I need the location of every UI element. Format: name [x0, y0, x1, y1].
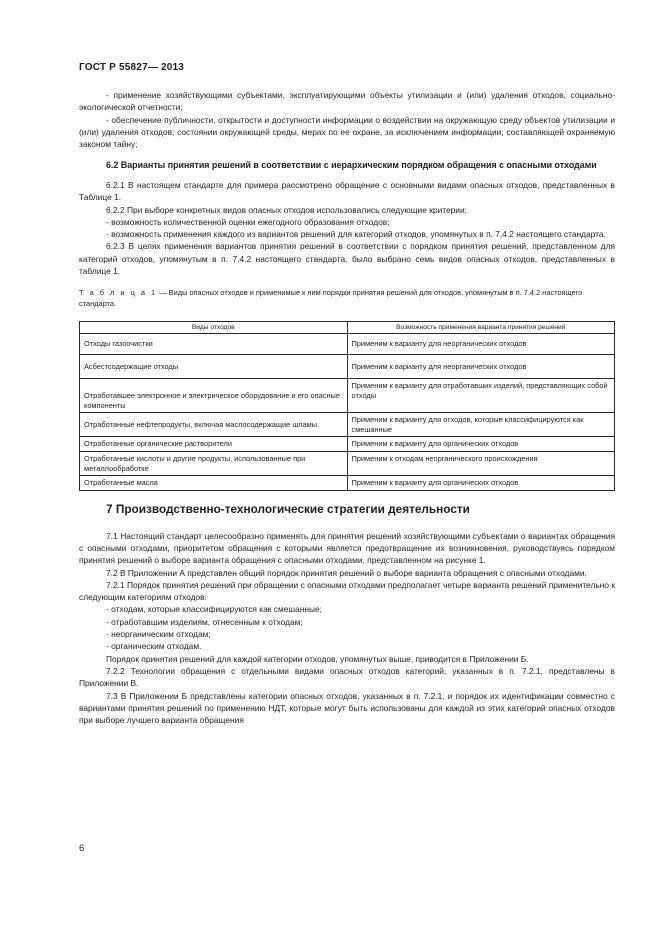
- table-cell: Отходы газоочистки: [80, 334, 348, 355]
- table-caption: [79, 288, 615, 309]
- column-header-waste-types: Виды отходов: [80, 321, 348, 334]
- waste-types-table: [79, 321, 615, 491]
- table-header-row: [80, 321, 615, 334]
- paragraph: 7.2 В Приложении А представлен общий порядок принятия решений о выборе варианта обращения с опасными отходами.: [106, 567, 587, 578]
- table-cell: Отработанные нефтепродукты, включая маслосодержащие шламы: [80, 413, 348, 437]
- paragraph: 7.3 В Приложении Б представлены категории опасных отходов, указанных в п. 7.2.1, и порядок их идентификации совместно с вариантами принятия решений по применению НДТ, которые могут быть использованы для каждой из этих категорий опасных отходов при выборе лучшего варианта обращения: [79, 690, 615, 726]
- table-cell: Отработанные масла: [80, 476, 348, 491]
- paragraph: - обеспечение публичности, открытости и доступности информации о воздействии на окружающую среду объектов утилизации и (или) удаления отходов; состоянии окружающей среды, мерах по ее охране, за исключением информации, составляющей охраняемую законом тайну;: [79, 114, 615, 150]
- table-cell: Применим к варианту для органических отходов: [347, 476, 615, 491]
- table-cell: Применим к варианту для органических отходов: [347, 437, 615, 452]
- paragraph: 7.2.2 Технологии обращения с отдельными видами опасных отходов категорий, указанных в п. 7.2.1, представлены в Приложении В.: [79, 665, 615, 689]
- paragraph: 7.2.1 Порядок принятия решений при обращении с опасными отходами предполагает четыре варианта решений применительно к следующим категориям отходов:: [79, 579, 615, 603]
- standard-header: ГОСТ Р 55827— 2013: [79, 62, 185, 73]
- paragraph: 6.2.3 В целях применения вариантов принятия решений в соответствии с порядком принятия решений, представленном для категорий отходов, упомянутым в п. 7.4.2 настоящего стандарта, было выбрано семь видов опасных отходов, представленных в таблице 1.: [79, 241, 615, 277]
- table-row: [80, 379, 615, 413]
- table-cell: Асбестсодержащие отходы: [80, 355, 348, 379]
- paragraph: Порядок принятия решений для каждой категории отходов, упомянутых выше, приводится в Приложении Б.: [106, 653, 529, 664]
- paragraph: - возможность количественной оценки ежегодного образования отходов;: [106, 216, 390, 227]
- paragraph: - неорганическим отходам;: [106, 629, 211, 640]
- paragraph: 7.1 Настоящий стандарт целесообразно применять для принятия решений хозяйствующими субъектами о вариантах обращения с опасными отходами, приоритетом обращения с которыми является предотвращение их возникновения, руководствуясь порядком принятия решений о выборе варианта обращения с опасными отходами, представленном на рисунке 1.: [79, 530, 615, 566]
- table-cell: Отработавшее электронное и электрическое оборудование и его опасные компоненты: [80, 379, 348, 413]
- table-cell: Применим к варианту для неорганических отходов: [347, 355, 615, 379]
- table-cell: Применим к отходам неорганического происхождения: [347, 451, 615, 475]
- table-cell: Отработанные кислоты и другие продукты, использованные при металлообработке: [80, 451, 348, 475]
- paragraph: - применение хозяйствующими субъектами, эксплуатирующими объекты утилизации и (или) удаления отходов, социально-экологической отчетности;: [79, 90, 615, 113]
- column-header-applicability: Возможность применения варианта принятия решений: [347, 321, 615, 334]
- table-row: [80, 437, 615, 452]
- paragraph: 6.2.1 В настоящем стандарте для примера рассмотрено обращение с основными видами опасных отходов, представленных в Таблице 1.: [79, 179, 615, 203]
- paragraph: - органическим отходам.: [106, 641, 202, 652]
- table-cell: Отработанные органические растворители: [80, 437, 348, 452]
- paragraph: - возможность применения каждого из вариантов решений для категорий отходов, упомянутых в п. 7.4.2 настоящего стандарта.: [106, 229, 606, 240]
- section-heading: 7 Производственно-технологические стратегии деятельности: [106, 501, 470, 516]
- table-caption-text: — Виды опасных отходов и применимые к ним порядки принятия решений для отходов, упомянутым в п. 7.4.2 настоящего стандарта.: [79, 288, 583, 308]
- paragraph: - отработавшим изделиям, отнесенным к отходам;: [106, 616, 303, 627]
- table-cell: Применим к варианту для отходов, которые классифицируются как смешанные: [347, 413, 615, 437]
- paragraph: - отходам, которые классифицируются как смешанные;: [106, 604, 323, 615]
- section-heading: 6.2 Варианты принятия решений в соответствии с иерархическим порядком обращения с опасными отходами: [106, 160, 597, 171]
- paragraph: 6.2.2 При выборе конкретных видов опасных отходов использовались следующие критерии:: [106, 204, 467, 215]
- table-row: [80, 476, 615, 491]
- table-caption-label: Т а б л и ц а 1: [79, 288, 158, 298]
- table-cell: Применим к варианту для неорганических отходов: [347, 334, 615, 355]
- page-content: [79, 89, 615, 726]
- page-number: 6: [79, 843, 85, 854]
- table-row: [80, 413, 615, 437]
- table-row: [80, 451, 615, 475]
- table-row: [80, 334, 615, 355]
- table-row: [80, 355, 615, 379]
- table-cell: Применим к варианту для отработавших изделий, представляющих собой отходы: [347, 379, 615, 413]
